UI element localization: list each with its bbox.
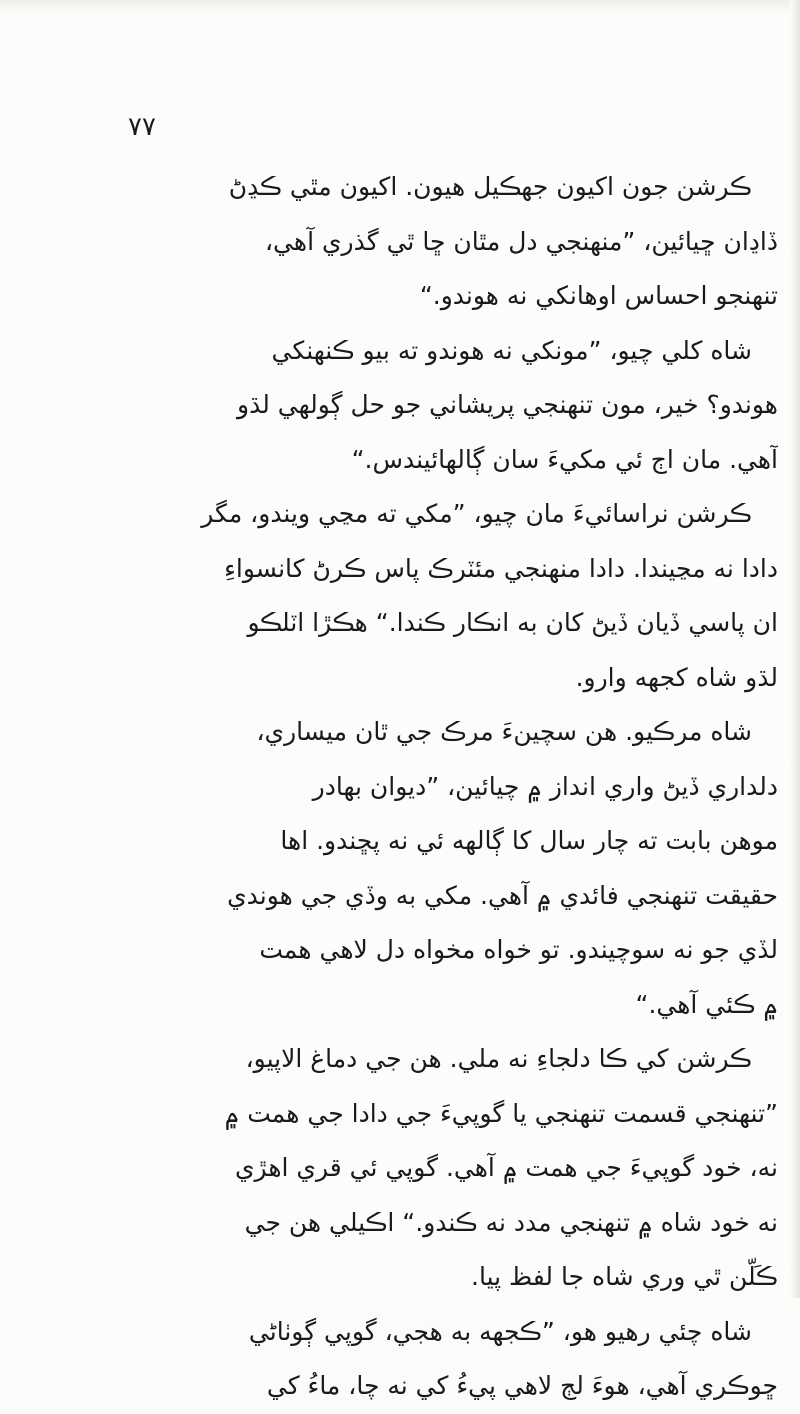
body-text — [108, 160, 778, 1414]
scan-edge-right — [790, 0, 800, 1298]
text-line: ڪرشن جون اکيون جهڪيل هيون. اکيون مٿي ڪڍڻ — [228, 172, 752, 201]
text-line: ۾ ڪئي آهي.“ — [635, 989, 778, 1019]
text-line: دادا نه مڃيندا. دادا منهنجي مئٽرڪ پاس ڪرڻ کانسواءِ — [224, 553, 778, 583]
text-line: دلداري ڏيڻ واري انداز ۾ چيائين، ”ديوان بهادر — [312, 771, 778, 801]
text-line: لڌو شاه کجهه وارو. — [575, 662, 778, 692]
text-line: موهن بابت ته چار سال کا ڳالهه ئي نه پڇندو. اها — [280, 826, 778, 855]
text-line: ڪَلّن ٿي وري شاه جا لفظ پيا. — [471, 1262, 778, 1291]
text-line: هوندو؟ خير، مون تنهنجي پريشاني جو حل ڳولهي لڌو — [237, 390, 778, 419]
text-line: نه، خود گوپيءَ جي همت ۾ آهي. گوپي ئي قري اهڙي — [234, 1153, 778, 1182]
text-line: آهي. مان اڄ ئي مکيءَ سان ڳالهائيندس.“ — [351, 444, 778, 474]
text-line: لڏي جو نه سوچيندو. تو خواه مخواه دل لاهي همت — [259, 935, 778, 964]
text-line: ”تنهنجي قسمت تنهنجي يا گوپيءَ جي دادا جي همت ۾ — [224, 1098, 778, 1128]
text-line: شاه کلي چيو، ”مونکي نه هوندو ته بيو ڪنهنکي — [271, 335, 752, 365]
text-line: ڪرشن کي ڪا دلجاءِ نه ملي. هن جي دماغ الاپيو، — [245, 1044, 752, 1073]
page-number: ٧٧ — [128, 112, 156, 142]
text-line: ڇوڪري آهي، هوءَ لڄ لاهي پيءُ کي نه چا، ماءُ کي — [266, 1371, 778, 1400]
text-line: ڪرشن نراسائيءَ مان چيو، ”مکي ته مڃي ويندو، مگر — [201, 499, 752, 528]
text-line: نه خود شاه ۾ تنهنجي مدد نه ڪندو.“ اڪيلي هن جي — [244, 1207, 778, 1237]
text-line: شاه مرڪيو. هن سچينءَ مرڪ جي ٿان ميساري، — [256, 717, 752, 746]
text-line: تنهنجو احساس اوهانکي نه هوندو.“ — [419, 281, 778, 310]
scan-edge-top — [0, 0, 800, 14]
text-line: ان پاسي ڏيان ڏيڻ کان به انڪار ڪندا.“ هڪڙا اٽلڪو — [247, 608, 778, 637]
text-line: شاه چئي رهيو هو، ”ڪجهه به هجي، گوپي ڳوٺاڻي — [248, 1316, 752, 1346]
text-line: حقيقت تنهنجي فائدي ۾ آهي. مکي به وڏي جي هوندي — [227, 880, 778, 910]
text-line: ڏاڍان ڇيائين، ”منهنجي دل مٿان ڇا ٿي گذري آهي، — [264, 226, 778, 256]
